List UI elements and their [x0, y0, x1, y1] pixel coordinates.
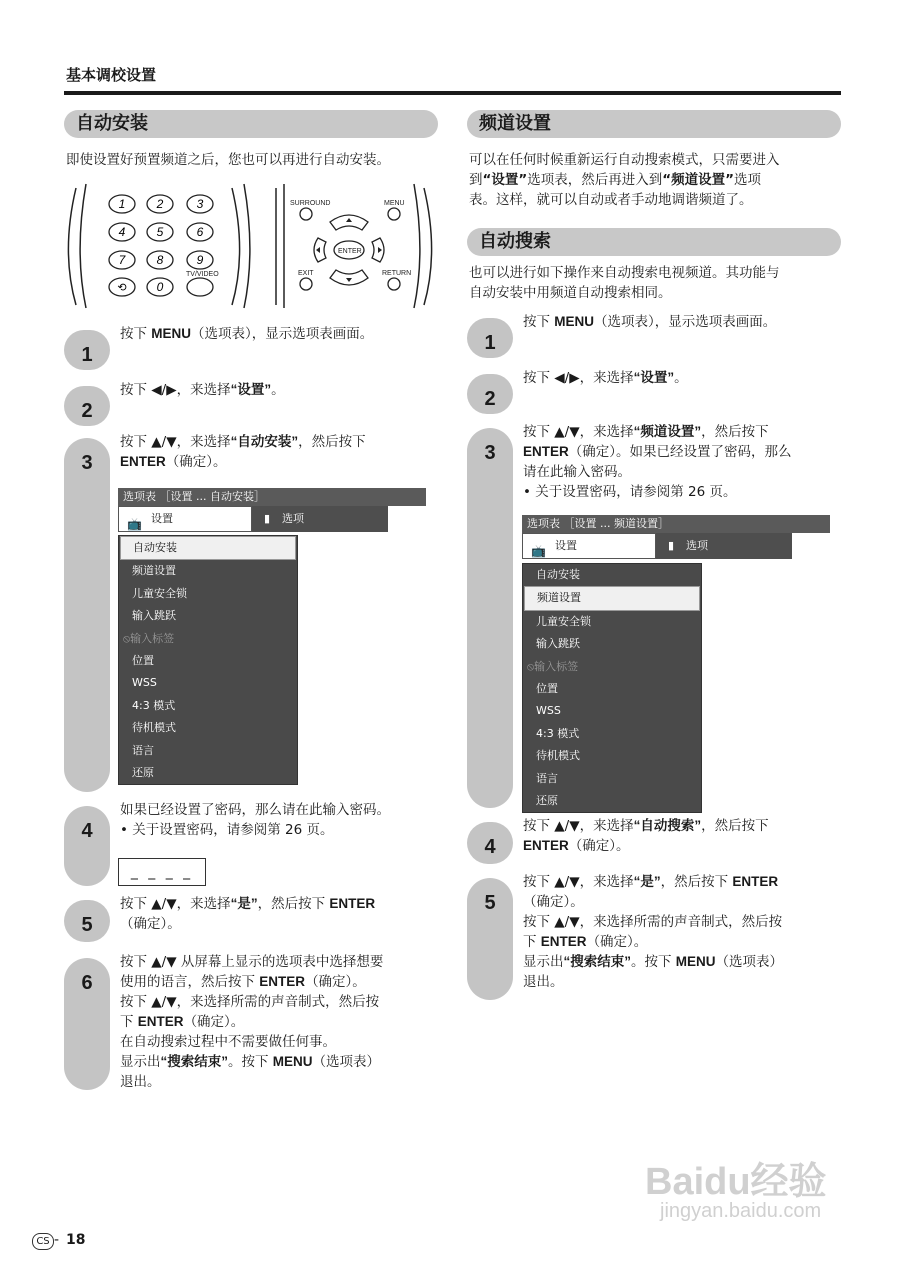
step-text-3: 按下 ▲/▼，来选择“自动安装”，然后按下 ENTER（确定）。: [120, 434, 366, 470]
language-mark: CS: [32, 1233, 54, 1250]
tab-option-left[interactable]: ▮ 选项: [252, 506, 388, 532]
step-number: 2: [81, 400, 93, 422]
down-arrow-button: [330, 270, 368, 285]
number-key-label: 9: [196, 253, 204, 267]
menu-item[interactable]: 位置: [132, 653, 154, 667]
step-text-1: 按下 MENU（选项表），显示选项表画面。: [120, 326, 374, 342]
tvvideo-label: TV/VIDEO: [186, 271, 219, 278]
step-text-5: 按下 ▲/▼，来选择“是”，然后按下 ENTER （确定）。: [120, 896, 376, 932]
menu-item[interactable]: 语言: [536, 771, 558, 785]
tv-icon: 📺: [531, 544, 546, 558]
tab-setup-left[interactable]: 📺 设置: [118, 506, 252, 532]
menu-header-right: 选项表 ［设置 ... 频道设置］: [522, 515, 830, 533]
step-marker-4: [467, 822, 513, 864]
watermark-brand: Baidu经验: [645, 1161, 827, 1203]
step-number: 2: [484, 388, 496, 410]
menu-item[interactable]: WSS: [132, 676, 157, 690]
surround-label: SURROUND: [290, 200, 331, 207]
number-key-label: 1: [118, 197, 126, 211]
step-number: 3: [81, 452, 93, 474]
menu-item[interactable]: 儿童安全锁: [536, 614, 591, 628]
menu-item[interactable]: 输入跳跃: [536, 637, 580, 651]
step-marker-3: [64, 438, 110, 792]
step-number: 1: [81, 344, 93, 366]
menu-item[interactable]: 4:3 模式: [132, 698, 176, 712]
option-icon: ▮: [668, 539, 675, 552]
menu-item[interactable]: 位置: [536, 681, 558, 695]
step-text-5: 按下 ▲/▼，来选择“是”，然后按下 ENTER （确定）。 按下 ▲/▼，来选择所需的声音制式，然后按 下 ENTER（确定）。 显示出“搜索结束”。按下 MENU（选项表） 退出。: [523, 874, 784, 990]
flashback-icon: ⟲: [117, 281, 127, 294]
step-marker-1: [64, 330, 110, 370]
tvvideo-button: [187, 278, 213, 296]
remote-illustration: [66, 180, 441, 310]
up-arrow-button: [330, 215, 368, 230]
step-marker-4: [64, 806, 110, 886]
number-key-label: 6: [196, 225, 204, 239]
menu-item[interactable]: WSS: [536, 704, 561, 718]
step-marker-2: [64, 386, 110, 426]
return-label: RETURN: [382, 270, 412, 277]
menu-item[interactable]: 频道设置: [132, 564, 176, 578]
auto-install-intro: 即使设置好预置频道之后，您也可以再进行自动安装。: [66, 152, 390, 168]
number-key-label: 7: [118, 253, 126, 267]
menu-item[interactable]: 自动安装: [120, 536, 296, 560]
menu-item[interactable]: 待机模式: [536, 749, 580, 763]
step-marker-6: [64, 958, 110, 1090]
watermark-url: jingyan.baidu.com: [660, 1200, 822, 1222]
menu-item[interactable]: 儿童安全锁: [132, 586, 187, 600]
menu-list-right: [522, 563, 702, 813]
surround-button: [300, 208, 312, 220]
menu-item[interactable]: ⦸输入标签: [123, 631, 175, 645]
number-key-label: 3: [196, 197, 204, 211]
step-number: 5: [81, 914, 93, 936]
step-marker-3: [467, 428, 513, 808]
step-marker-5: [64, 900, 110, 942]
tv-icon: 📺: [127, 517, 142, 531]
return-button: [388, 278, 400, 290]
number-key-label: 5: [156, 225, 164, 239]
exit-label: EXIT: [298, 270, 314, 277]
step-marker-1: [467, 318, 513, 358]
menu-item[interactable]: 输入跳跃: [132, 609, 176, 623]
menu-header-left: 选项表 ［设置 ... 自动安装］: [118, 488, 426, 506]
step-text-3: 按下 ▲/▼，来选择“频道设置”，然后按下 ENTER（确定）。如果已经设置了密码，那么 请在此输入密码。 • 关于设置密码，请参阅第 26 页。: [523, 424, 792, 500]
heading-auto-search: 自动搜索: [467, 228, 841, 256]
menu-item[interactable]: 还原: [536, 793, 558, 807]
menu-button: [388, 208, 400, 220]
menu-label: MENU: [384, 200, 405, 207]
password-field[interactable]: _ _ _ _: [118, 858, 206, 886]
enter-label: ENTER: [338, 248, 362, 255]
number-key-label: 2: [156, 197, 164, 211]
tab-option-right[interactable]: ▮ 选项: [656, 533, 792, 559]
step-marker-2: [467, 374, 513, 414]
menu-item[interactable]: 待机模式: [132, 721, 176, 735]
top-rule: [64, 91, 841, 95]
section-title: 基本调校设置: [66, 66, 157, 84]
step-number: 5: [484, 892, 496, 914]
step-number: 6: [81, 972, 93, 994]
step-marker-5: [467, 878, 513, 1000]
step-text-2: 按下 ◀/▶，来选择“设置”。: [120, 382, 285, 398]
channel-setup-intro: 可以在任何时候重新运行自动搜索模式，只需要进入 到“设置”选项表，然后再进入到“频道设置”选项 表。这样，就可以自动或者手动地调谐频道了。: [469, 152, 780, 208]
step-number: 4: [484, 836, 496, 858]
menu-item[interactable]: ⦸输入标签: [527, 659, 579, 673]
menu-item[interactable]: 还原: [132, 765, 154, 779]
auto-search-intro: 也可以进行如下操作来自动搜索电视频道。其功能与 自动安装中用频道自动搜索相同。: [469, 265, 780, 301]
option-icon: ▮: [264, 512, 271, 525]
page-number: 18: [66, 1232, 86, 1248]
menu-item[interactable]: 自动安装: [536, 568, 580, 581]
menu-tabs-left: [118, 506, 388, 532]
tab-setup-right[interactable]: 📺 设置: [522, 533, 656, 559]
step-number: 4: [81, 820, 93, 842]
page-dash: -: [54, 1232, 60, 1248]
step-text-6: 按下 ▲/▼ 从屏幕上显示的选项表中选择想要 使用的语言，然后按下 ENTER（确定）。 按下 ▲/▼，来选择所需的声音制式，然后按 下 ENTER（确定）。 在自动搜索过程中不需要做任何事。 显示出“搜索结束”。按下 MENU（选项表） 退出。: [120, 954, 384, 1090]
menu-item[interactable]: 4:3 模式: [536, 726, 580, 740]
step-text-4: 如果已经设置了密码，那么请在此输入密码。 • 关于设置密码，请参阅第 26 页。: [120, 802, 390, 838]
number-keys: [109, 195, 213, 296]
menu-list-left: [118, 535, 298, 785]
step-text-1: 按下 MENU（选项表），显示选项表画面。: [523, 314, 777, 330]
remote-left-edge: [69, 188, 77, 305]
heading-auto-install: 自动安装: [64, 110, 438, 138]
step-number: 3: [484, 442, 496, 464]
number-key-label: 0: [156, 280, 164, 294]
number-key-label: 8: [156, 253, 164, 267]
heading-channel-setup: 频道设置: [467, 110, 841, 138]
step-text-4: 按下 ▲/▼，来选择“自动搜索”，然后按下 ENTER（确定）。: [523, 818, 769, 854]
step-number: 1: [484, 332, 496, 354]
exit-button: [300, 278, 312, 290]
number-key-label: 4: [118, 225, 126, 239]
menu-item[interactable]: 频道设置: [524, 586, 700, 610]
step-text-2: 按下 ◀/▶，来选择“设置”。: [523, 370, 688, 386]
menu-item[interactable]: 语言: [132, 743, 154, 757]
menu-tabs-right: [522, 533, 792, 559]
